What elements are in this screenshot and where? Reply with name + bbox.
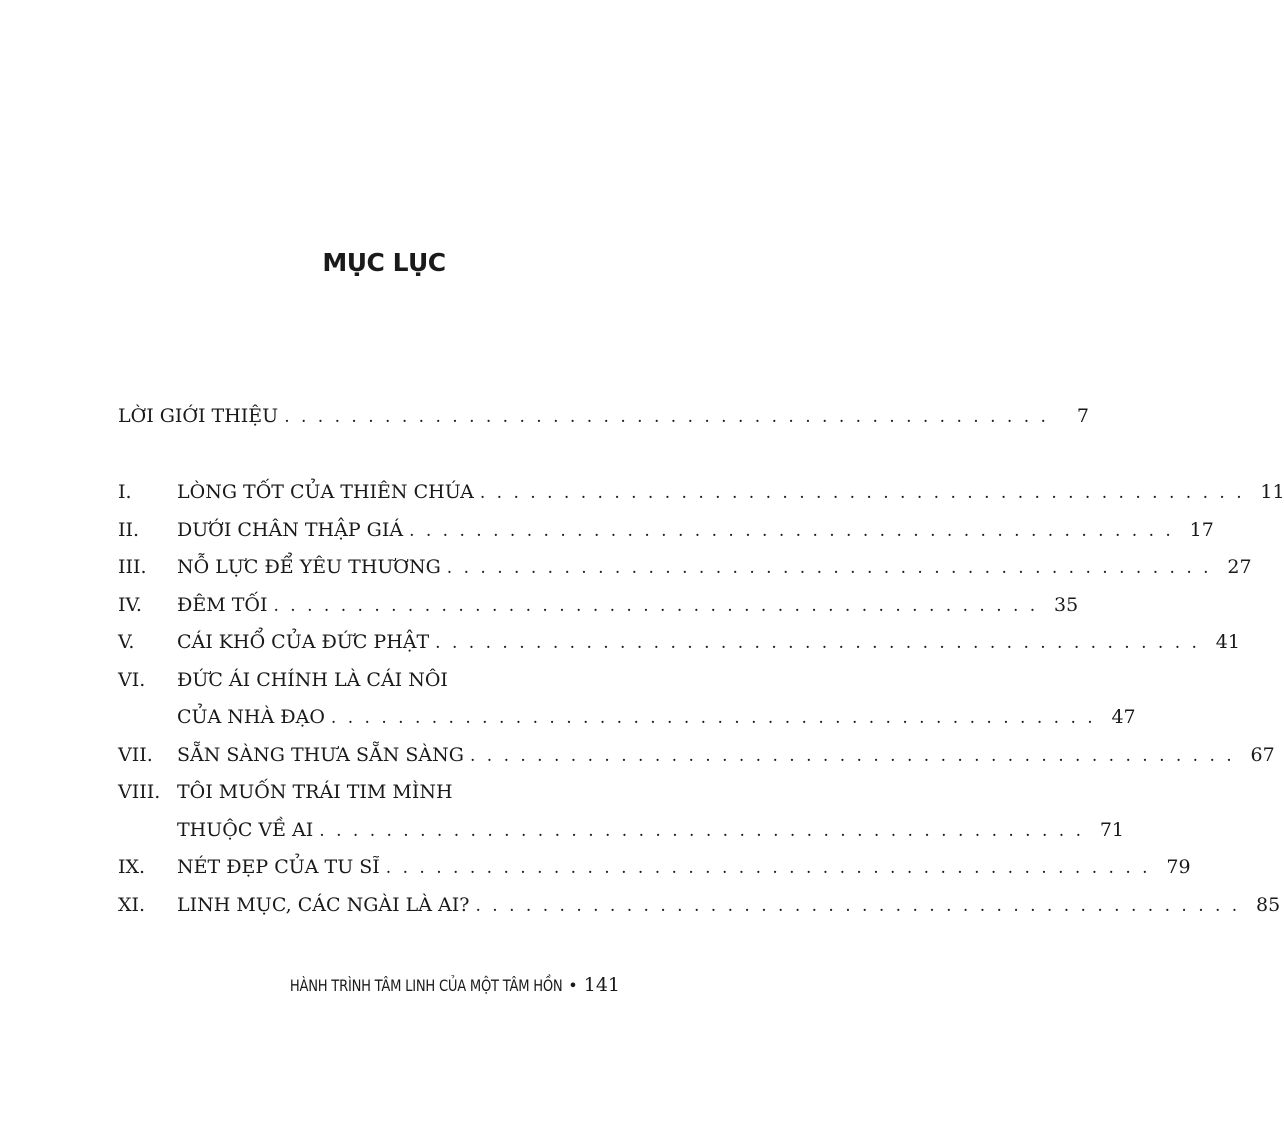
leader-dots: . . . . . . . . . . . . . . . . . . . . . . . . . . . . . . . . . . . . . . . . . . . . . . [330, 708, 1096, 728]
toc-entry[interactable] [118, 481, 1285, 511]
page-number: 141 [583, 974, 620, 996]
toc-entry-label: TÔI MUỐN TRÁI TIM MÌNH [177, 781, 453, 803]
chapter-number: I. [118, 481, 132, 503]
leader-dots: . . . . . . . . . . . . . . . . . . . . . . . . . . . . . . . . . . . . . . . . . . . . . . [385, 858, 1151, 878]
toc-entry-label: NÉT ĐẸP CỦA TU SĨ [177, 856, 380, 878]
toc-entry[interactable] [118, 594, 1079, 624]
toc-entry[interactable] [118, 519, 1214, 549]
toc-entry-label: LINH MỤC, CÁC NGÀI LÀ AI? [177, 894, 470, 916]
leader-dots: . . . . . . . . . . . . . . . . . . . . . . . . . . . . . . . . . . . . . . . . . . . . . . [273, 596, 1039, 616]
chapter-number: VIII. [118, 781, 161, 803]
toc-entry-label: ĐÊM TỐI [177, 594, 268, 616]
leader-dots: . . . . . . . . . . . . . . . . . . . . . . . . . . . . . . . . . . . . . . . . . . . . . . [435, 633, 1200, 653]
toc-page-number: 11 [1260, 481, 1285, 503]
toc-entry-label: THUỘC VỀ AI [177, 819, 314, 841]
chapter-number: V. [118, 631, 135, 653]
toc-page-number: 71 [1099, 819, 1125, 841]
leader-dots: . . . . . . . . . . . . . . . . . . . . . . . . . . . . . . . . . . . . . . . . . . . . . . [469, 746, 1235, 766]
leader-dots: . . . . . . . . . . . . . . . . . . . . . . . . . . . . . . . . . . . . . . . . . . . . . . [409, 521, 1174, 541]
leader-dots: . . . . . . . . . . . . . . . . . . . . . . . . . . . . . . . . . . . . . . . . . . . . . . [319, 821, 1085, 841]
bullet-separator: • [568, 976, 578, 995]
chapter-number: VI. [118, 669, 146, 691]
toc-entry-label: ĐỨC ÁI CHÍNH LÀ CÁI NÔI [177, 669, 448, 691]
toc-entry[interactable] [118, 405, 1089, 435]
toc-entry-label: CÁI KHỔ CỦA ĐỨC PHẬT [177, 631, 430, 653]
chapter-number: IX. [118, 856, 146, 878]
toc-entry[interactable] [118, 706, 1136, 736]
toc-entry[interactable] [118, 744, 1275, 774]
toc-page-number: 35 [1054, 594, 1079, 616]
toc-entry[interactable] [118, 819, 1125, 849]
toc-page-number: 47 [1111, 706, 1136, 728]
toc-entry-label: LỜI GIỚI THIỆU [118, 405, 279, 427]
toc-entry[interactable] [118, 894, 1281, 924]
toc-entry-label: LÒNG TỐT CỦA THIÊN CHÚA [177, 481, 474, 503]
chapter-number: III. [118, 556, 147, 578]
leader-dots: . . . . . . . . . . . . . . . . . . . . . . . . . . . . . . . . . . . . . . . . . . . . . . [284, 407, 1049, 427]
toc-page-number: 79 [1166, 856, 1191, 878]
toc-entry[interactable] [118, 669, 620, 699]
toc-entry[interactable] [118, 556, 1252, 586]
leader-dots: . . . . . . . . . . . . . . . . . . . . . . . . . . . . . . . . . . . . . . . . . . . . . . [479, 483, 1245, 503]
toc-entry-label: NỖ LỰC ĐỂ YÊU THƯƠNG [177, 556, 441, 578]
toc-entry[interactable] [118, 856, 1191, 886]
toc-page-number: 17 [1189, 519, 1214, 541]
toc-entry-label: SẴN SÀNG THƯA SẴN SÀNG [177, 744, 464, 766]
toc-entry[interactable] [118, 781, 620, 811]
chapter-number: II. [118, 519, 140, 541]
toc-page-number: 7 [1076, 405, 1089, 427]
toc-page-number: 85 [1256, 894, 1281, 916]
page-footer [230, 974, 620, 996]
toc-entry[interactable] [118, 631, 1240, 661]
chapter-number: VII. [118, 744, 153, 766]
chapter-number: XI. [118, 894, 146, 916]
toc-entry-label: CỦA NHÀ ĐẠO [177, 706, 325, 728]
toc-page-number: 67 [1250, 744, 1275, 766]
page-title: MỤC LỤC [322, 248, 446, 277]
toc-entry-label: DƯỚI CHÂN THẬP GIÁ [177, 519, 404, 541]
leader-dots: . . . . . . . . . . . . . . . . . . . . . . . . . . . . . . . . . . . . . . . . . . . . . . [446, 558, 1212, 578]
toc-page-number: 41 [1215, 631, 1240, 653]
toc-page-number: 27 [1227, 556, 1252, 578]
chapter-number: IV. [118, 594, 142, 616]
leader-dots: . . . . . . . . . . . . . . . . . . . . . . . . . . . . . . . . . . . . . . . . . . . . . . [475, 896, 1241, 916]
running-title: HÀNH TRÌNH TÂM LINH CỦA MỘT TÂM HỒN [289, 976, 563, 995]
